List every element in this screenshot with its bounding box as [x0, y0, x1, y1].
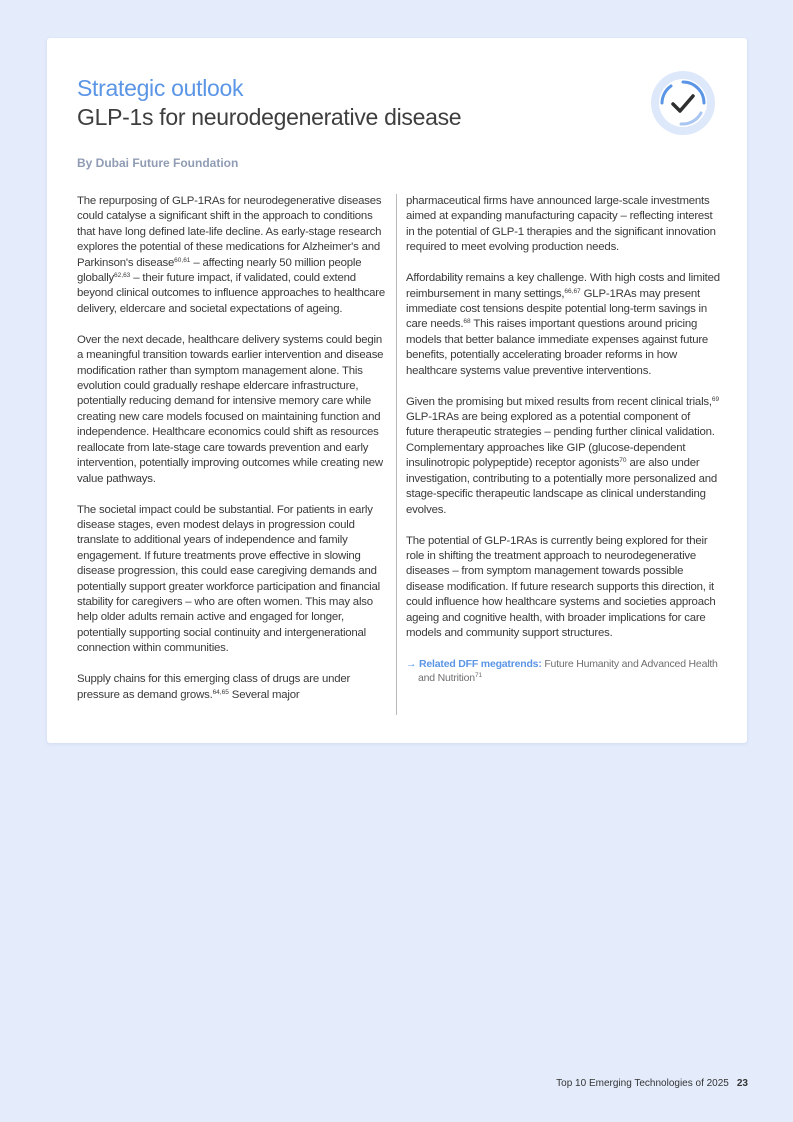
- related-megatrends: [406, 657, 720, 685]
- publication-title: Top 10 Emerging Technologies of 2025: [556, 1078, 729, 1089]
- related-label: Related DFF megatrends:: [419, 657, 542, 670]
- section-kicker: Strategic outlook: [77, 75, 244, 101]
- citation[interactable]: 70: [619, 457, 627, 465]
- citation[interactable]: 68: [463, 318, 471, 326]
- paragraph: Supply chains for this emerging class of drugs are under pressure as demand grows.$^{64,65}$ Several major: [77, 673, 351, 701]
- citation[interactable]: 60,61: [174, 256, 191, 264]
- citation[interactable]: 62,63: [114, 272, 131, 280]
- check-circle-icon: [651, 71, 715, 135]
- paragraph: Over the next decade, healthcare delivery systems could begin a meaningful transition towards earlier intervention and disease modification rather than symptom management alone. This evolution could gradually reshape eldercare infrastructure, potentially reducing demand for intensive memory care while creating new care models focused on maintaining function and independence. Healthcare economics could shift as resources reallocate from late-stage care towards prevention and early intervention, potentially improving outcomes while creating new value pathways.: [77, 333, 384, 485]
- article-card: [47, 38, 747, 743]
- page-number: 23: [736, 1078, 748, 1089]
- citation[interactable]: 66,67: [564, 287, 581, 295]
- page-footer: [556, 1078, 748, 1089]
- right-column: [406, 194, 720, 685]
- column-divider: [396, 194, 397, 715]
- left-column: [77, 194, 389, 719]
- paragraph: Affordability remains a key challenge. With high costs and limited reimbursement in many settings,$^{66,67}$ GLP-1RAs may present immediate cost tensions despite potential long-term savings in care needs.$^{68}$ This raises important questions around pricing models that better balance immediate expenses against future benefits, potentially accelerating broader reforms in how healthcare systems value preventive interventions.: [406, 272, 720, 377]
- citation[interactable]: 69: [711, 395, 720, 403]
- paragraph: pharmaceutical firms have announced large-scale investments aimed at expanding manufacturing capacity – reflecting interest in the potential of GLP-1 therapies and the significant innovation required to meet evolving production needs.: [406, 195, 716, 254]
- citation[interactable]: 64,65: [212, 688, 229, 696]
- byline: By Dubai Future Foundation: [77, 156, 239, 170]
- paragraph: Given the promising but mixed results from recent clinical trials,$^{69}$ GLP-1RAs are being explored as a potential component of future therapeutic strategies – pending further clinical validation. Complementary approaches like GIP (glucose-dependent insulinotropic polypeptide) receptor agonists$^{70}$ are also under investigation, contributing to a potentially more personalized and stage-specific therapeutic landscape as clinical understanding evolves.: [406, 395, 720, 516]
- arrow-right-icon: →: [406, 657, 417, 670]
- paragraph: The societal impact could be substantial. For patients in early disease stages, even modest delays in progression could translate to additional years of independence and family engagement. If future treatments prove effective in slowing disease progression, this could ease caregiving demands and potentially support greater workforce participation and financial stability for caregivers – who are often women. This may also help older adults remain active and engaged for longer, potentially supporting social continuity and intergenerational connection within communities.: [77, 503, 380, 655]
- page-title: GLP-1s for neurodegenerative disease: [77, 104, 462, 130]
- paragraph: The potential of GLP-1RAs is currently being explored for their role in shifting the treatment approach to neurodegenerative diseases – from symptom management towards possible disease modification. If future research supports this direction, it could influence how healthcare systems and societies approach ageing and cognitive health, with broader implications for care models and community support structures.: [406, 534, 716, 639]
- paragraph: The repurposing of GLP-1RAs for neurodegenerative diseases could catalyse a significant shift in the approach to conditions that have long defined late-life decline. As early-stage research explores the potential of these medications for Alzheimer's and Parkinson's disease$^{60,61}$ – affecting nearly 50 million people globally$^{62,63}$ – their future impact, if validated, could extend beyond clinical outcomes to influence approaches to healthcare delivery, eldercare and societal expectations of ageing.: [77, 195, 386, 315]
- citation[interactable]: 71: [474, 671, 483, 679]
- related-link[interactable]: Future Humanity and Advanced Health and Nutrition: [418, 657, 718, 684]
